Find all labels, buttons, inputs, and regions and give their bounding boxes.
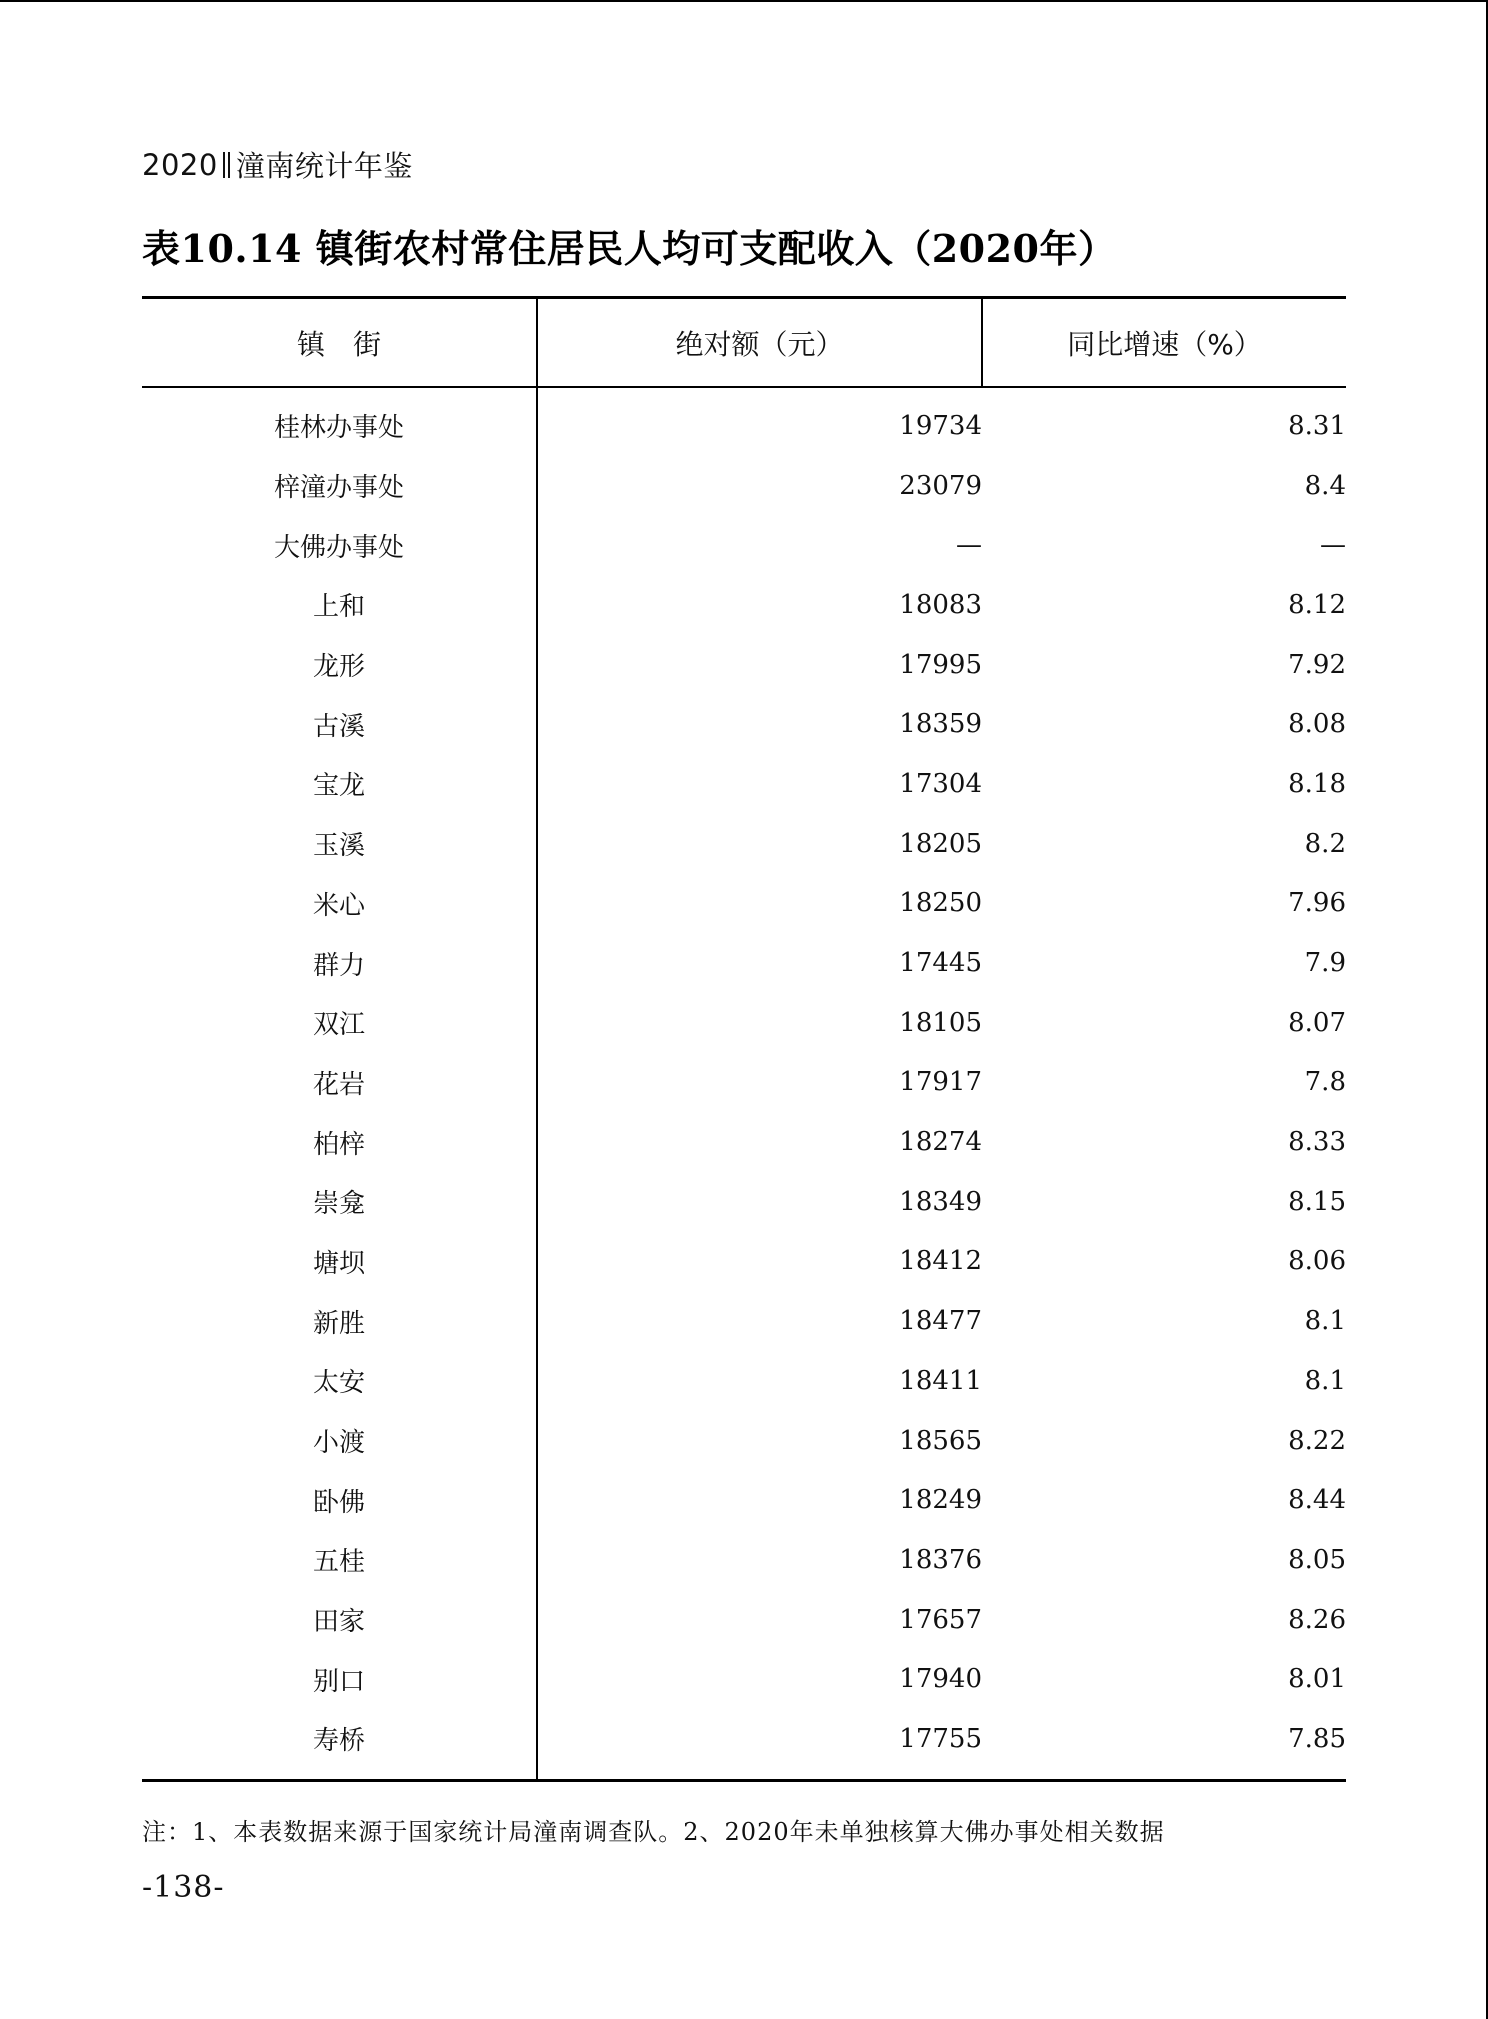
town-name-cell: 新胜 — [312, 1308, 365, 1339]
table-row — [142, 1112, 1346, 1172]
growth-cell: 8.08 — [1288, 709, 1346, 740]
amount-cell: 17995 — [537, 635, 982, 695]
growth-cell: 8.4 — [1304, 470, 1346, 501]
table-header-row — [142, 298, 1346, 388]
running-head — [142, 144, 413, 185]
growth-cell: — — [1320, 530, 1346, 561]
growth-cell: 8.44 — [1288, 1485, 1346, 1516]
growth-cell: 8.18 — [1288, 768, 1346, 799]
growth-cell: 8.31 — [1288, 410, 1346, 441]
table-row — [142, 1411, 1346, 1471]
running-head-year: 2020 — [142, 147, 218, 182]
town-name-cell: 花岩 — [312, 1069, 365, 1100]
town-name-cell: 龙形 — [312, 652, 365, 683]
amount-cell: 17304 — [537, 754, 982, 814]
table-row — [142, 754, 1346, 814]
growth-cell: 7.92 — [1288, 649, 1346, 680]
table-row — [142, 1172, 1346, 1232]
table-row — [142, 1053, 1346, 1113]
amount-cell: 18083 — [537, 575, 982, 635]
amount-cell: 18205 — [537, 814, 982, 874]
table-row — [142, 1530, 1346, 1590]
amount-cell: 18411 — [537, 1351, 982, 1411]
town-name-cell: 宝龙 — [312, 771, 365, 802]
table-row — [142, 933, 1346, 993]
growth-cell: 8.01 — [1288, 1664, 1346, 1695]
amount-cell: 18477 — [537, 1291, 982, 1351]
growth-cell: 7.8 — [1304, 1067, 1346, 1098]
amount-cell: 17755 — [537, 1709, 982, 1780]
town-name-cell: 崇龛 — [312, 1189, 365, 1220]
header-town: 镇 街 — [142, 298, 537, 388]
growth-cell: 8.1 — [1304, 1306, 1346, 1337]
table-row — [142, 1590, 1346, 1650]
table-body — [142, 387, 1346, 1780]
town-name-cell: 小渡 — [312, 1428, 365, 1459]
table-row — [142, 575, 1346, 635]
growth-cell: 8.26 — [1288, 1604, 1346, 1635]
amount-cell: 17940 — [537, 1649, 982, 1709]
table-row — [142, 1649, 1346, 1709]
amount-cell: 18249 — [537, 1470, 982, 1530]
table-row — [142, 1351, 1346, 1411]
growth-cell: 8.15 — [1288, 1186, 1346, 1217]
amount-cell: 18376 — [537, 1530, 982, 1590]
town-name-cell: 柏梓 — [312, 1129, 365, 1160]
amount-cell: 18105 — [537, 993, 982, 1053]
table-row — [142, 694, 1346, 754]
amount-cell: 17657 — [537, 1590, 982, 1650]
amount-cell: 18412 — [537, 1232, 982, 1292]
table-title: 表10.14 镇街农村常住居民人均可支配收入（2020年） — [142, 226, 1117, 271]
amount-cell: 18565 — [537, 1411, 982, 1471]
town-name-cell: 群力 — [312, 950, 365, 981]
town-name-cell: 玉溪 — [312, 831, 365, 862]
town-name-cell: 卧佛 — [312, 1487, 365, 1518]
amount-cell: 23079 — [537, 456, 982, 516]
income-table — [142, 296, 1346, 1782]
table-note: 注：1、本表数据来源于国家统计局潼南调查队。2、2020年未单独核算大佛办事处相关数据 — [142, 1818, 1165, 1846]
growth-cell: 8.07 — [1288, 1007, 1346, 1038]
town-name-cell: 别口 — [312, 1666, 365, 1697]
table-row — [142, 874, 1346, 934]
town-name-cell: 塘坝 — [312, 1248, 365, 1279]
table-row — [142, 515, 1346, 575]
growth-cell: 7.96 — [1288, 888, 1346, 919]
town-name-cell: 米心 — [312, 890, 365, 921]
amount-cell: 17917 — [537, 1053, 982, 1113]
amount-cell: 18250 — [537, 874, 982, 934]
amount-cell: 18349 — [537, 1172, 982, 1232]
town-name-cell: 五桂 — [312, 1547, 365, 1578]
town-name-cell: 太安 — [312, 1368, 365, 1399]
town-name-cell: 桂林办事处 — [273, 413, 404, 444]
town-name-cell: 古溪 — [312, 711, 365, 742]
header-amount: 绝对额（元） — [537, 298, 982, 388]
town-name-cell: 大佛办事处 — [273, 532, 404, 563]
growth-cell: 8.2 — [1304, 828, 1346, 859]
amount-cell: 18359 — [537, 694, 982, 754]
growth-cell: 8.33 — [1288, 1127, 1346, 1158]
running-head-book: 潼南统计年鉴 — [235, 149, 413, 183]
amount-cell: 18274 — [537, 1112, 982, 1172]
page-number: -138- — [142, 1870, 225, 1905]
table-row — [142, 387, 1346, 456]
growth-cell: 7.9 — [1304, 948, 1346, 979]
town-name-cell: 寿桥 — [142, 1709, 537, 1780]
amount-cell: 17445 — [537, 933, 982, 993]
growth-cell: 7.85 — [982, 1709, 1346, 1780]
town-name-cell: 田家 — [312, 1607, 365, 1638]
growth-cell: 8.22 — [1288, 1425, 1346, 1456]
town-name-cell: 上和 — [312, 592, 365, 623]
growth-cell: 8.12 — [1288, 589, 1346, 620]
growth-cell: 8.1 — [1304, 1365, 1346, 1396]
table-row — [142, 635, 1346, 695]
table-row — [142, 456, 1346, 516]
town-name-cell: 双江 — [312, 1010, 365, 1041]
running-head-separator — [223, 152, 230, 178]
amount-cell: — — [537, 515, 982, 575]
town-name-cell: 梓潼办事处 — [273, 473, 404, 504]
table-row — [142, 1232, 1346, 1292]
amount-cell: 19734 — [537, 387, 982, 456]
header-growth: 同比增速（%） — [982, 298, 1346, 388]
table-row — [142, 1709, 1346, 1780]
growth-cell: 8.06 — [1288, 1246, 1346, 1277]
growth-cell: 8.05 — [1288, 1544, 1346, 1575]
table-row — [142, 814, 1346, 874]
table-row — [142, 1470, 1346, 1530]
table-row — [142, 1291, 1346, 1351]
table-row — [142, 993, 1346, 1053]
